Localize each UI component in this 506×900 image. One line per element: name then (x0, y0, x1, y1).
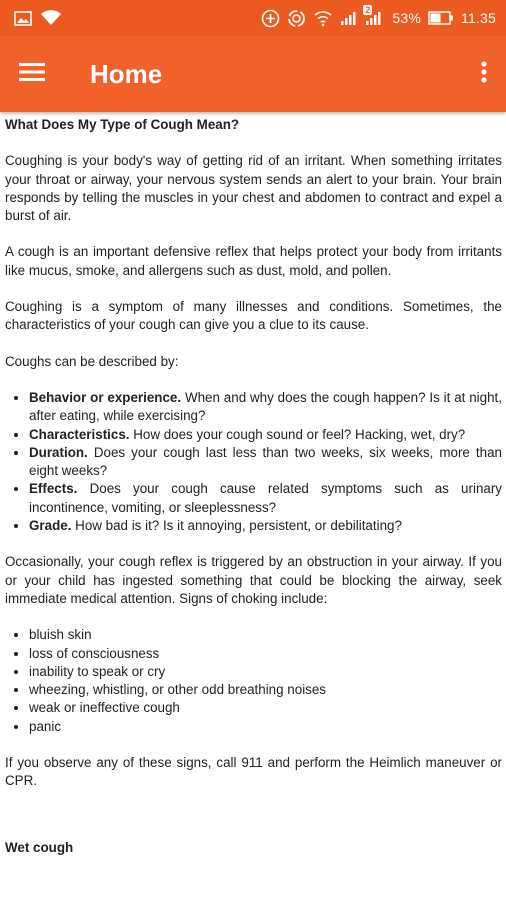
status-bar-left (14, 10, 62, 26)
descriptor-text: When and why does the cough happen? Is it at night, after eating, while exercising? (29, 389, 502, 424)
battery-percent: 53% (392, 10, 421, 26)
paragraph-intro: Coughing is your body's way of getting rid of an irritant. When something irritates your throat or airway, your nervous system sends an alert to your brain. Your brain responds by telling the muscles in your chest and abdomen to contract and expel a burst of air. (5, 153, 502, 224)
cell-signal-icon (340, 10, 358, 26)
descriptor-list (5, 389, 502, 535)
sync-icon (287, 9, 306, 28)
descriptor-term: Grade. (29, 518, 72, 534)
clock: 11.35 (461, 10, 496, 26)
article-heading: What Does My Type of Cough Mean? (5, 117, 240, 132)
menu-icon (19, 62, 45, 87)
paragraph-symptom: Coughing is a symptom of many illnesses and conditions. Sometimes, the characteristics of your cough can give you a clue to its cause. (5, 299, 502, 333)
article-content[interactable] (0, 112, 506, 900)
more-options-button[interactable] (462, 36, 506, 112)
list-item: • wheezing, whistling, or other odd breathing noises (29, 681, 502, 699)
paragraph-call-911: If you observe any of these signs, call 911 and perform the Heimlich maneuver or CPR. (5, 755, 502, 789)
descriptor-term: Effects. (29, 481, 78, 497)
wifi-icon (40, 10, 62, 26)
list-item: • panic (29, 718, 502, 736)
list-item (29, 389, 502, 426)
descriptor-text: How does your cough sound or feel? Hacking, wet, dry? (129, 426, 466, 442)
list-item (29, 517, 502, 535)
battery-icon (428, 11, 454, 25)
page-title: Home (90, 58, 163, 89)
list-item: • bluish skin (29, 626, 502, 644)
cell-signal-2-icon (365, 5, 385, 27)
descriptor-text: How bad is it? Is it annoying, persistent, or debilitating? (71, 518, 402, 534)
paragraph-described-by: Coughs can be described by: (5, 353, 179, 369)
list-item (29, 426, 502, 444)
paragraph-defensive-reflex: A cough is an important defensive reflex that helps protect your body from irritants like mucus, smoke, and allergens such as dust, mold, and pollen. (5, 244, 502, 278)
paragraph-obstruction: Occasionally, your cough reflex is triggered by an obstruction in your airway. If you or your child has ingested something that could be blocking the airway, seek immediate medical attention. Signs of choking include: (5, 554, 502, 606)
list-item: • inability to speak or cry (29, 663, 502, 681)
descriptor-term: Characteristics. (29, 426, 130, 442)
sim-badge: 2 (365, 5, 371, 15)
status-bar-right (261, 5, 496, 28)
status-bar (0, 0, 506, 36)
section-heading-wet-cough: Wet cough (5, 839, 74, 855)
descriptor-term: Behavior or experience. (29, 389, 182, 405)
wifi-signal-icon (313, 9, 333, 27)
list-item: • loss of consciousness (29, 645, 502, 663)
add-circle-icon (261, 9, 280, 28)
image-icon (14, 11, 32, 26)
descriptor-text: Does your cough cause related symptoms such as urinary incontinence, vomiting, or sleeplessness? (29, 481, 502, 515)
list-item (29, 480, 502, 517)
choking-signs-list (5, 626, 502, 736)
descriptor-term: Duration. (29, 444, 88, 460)
more-vert-icon (481, 61, 487, 88)
list-item: • weak or ineffective cough (29, 699, 502, 717)
descriptor-text: Does your cough last less than two weeks, six weeks, more than eight weeks? (29, 444, 502, 479)
list-item (29, 444, 502, 481)
app-bar (0, 36, 506, 112)
menu-button[interactable] (0, 36, 72, 112)
